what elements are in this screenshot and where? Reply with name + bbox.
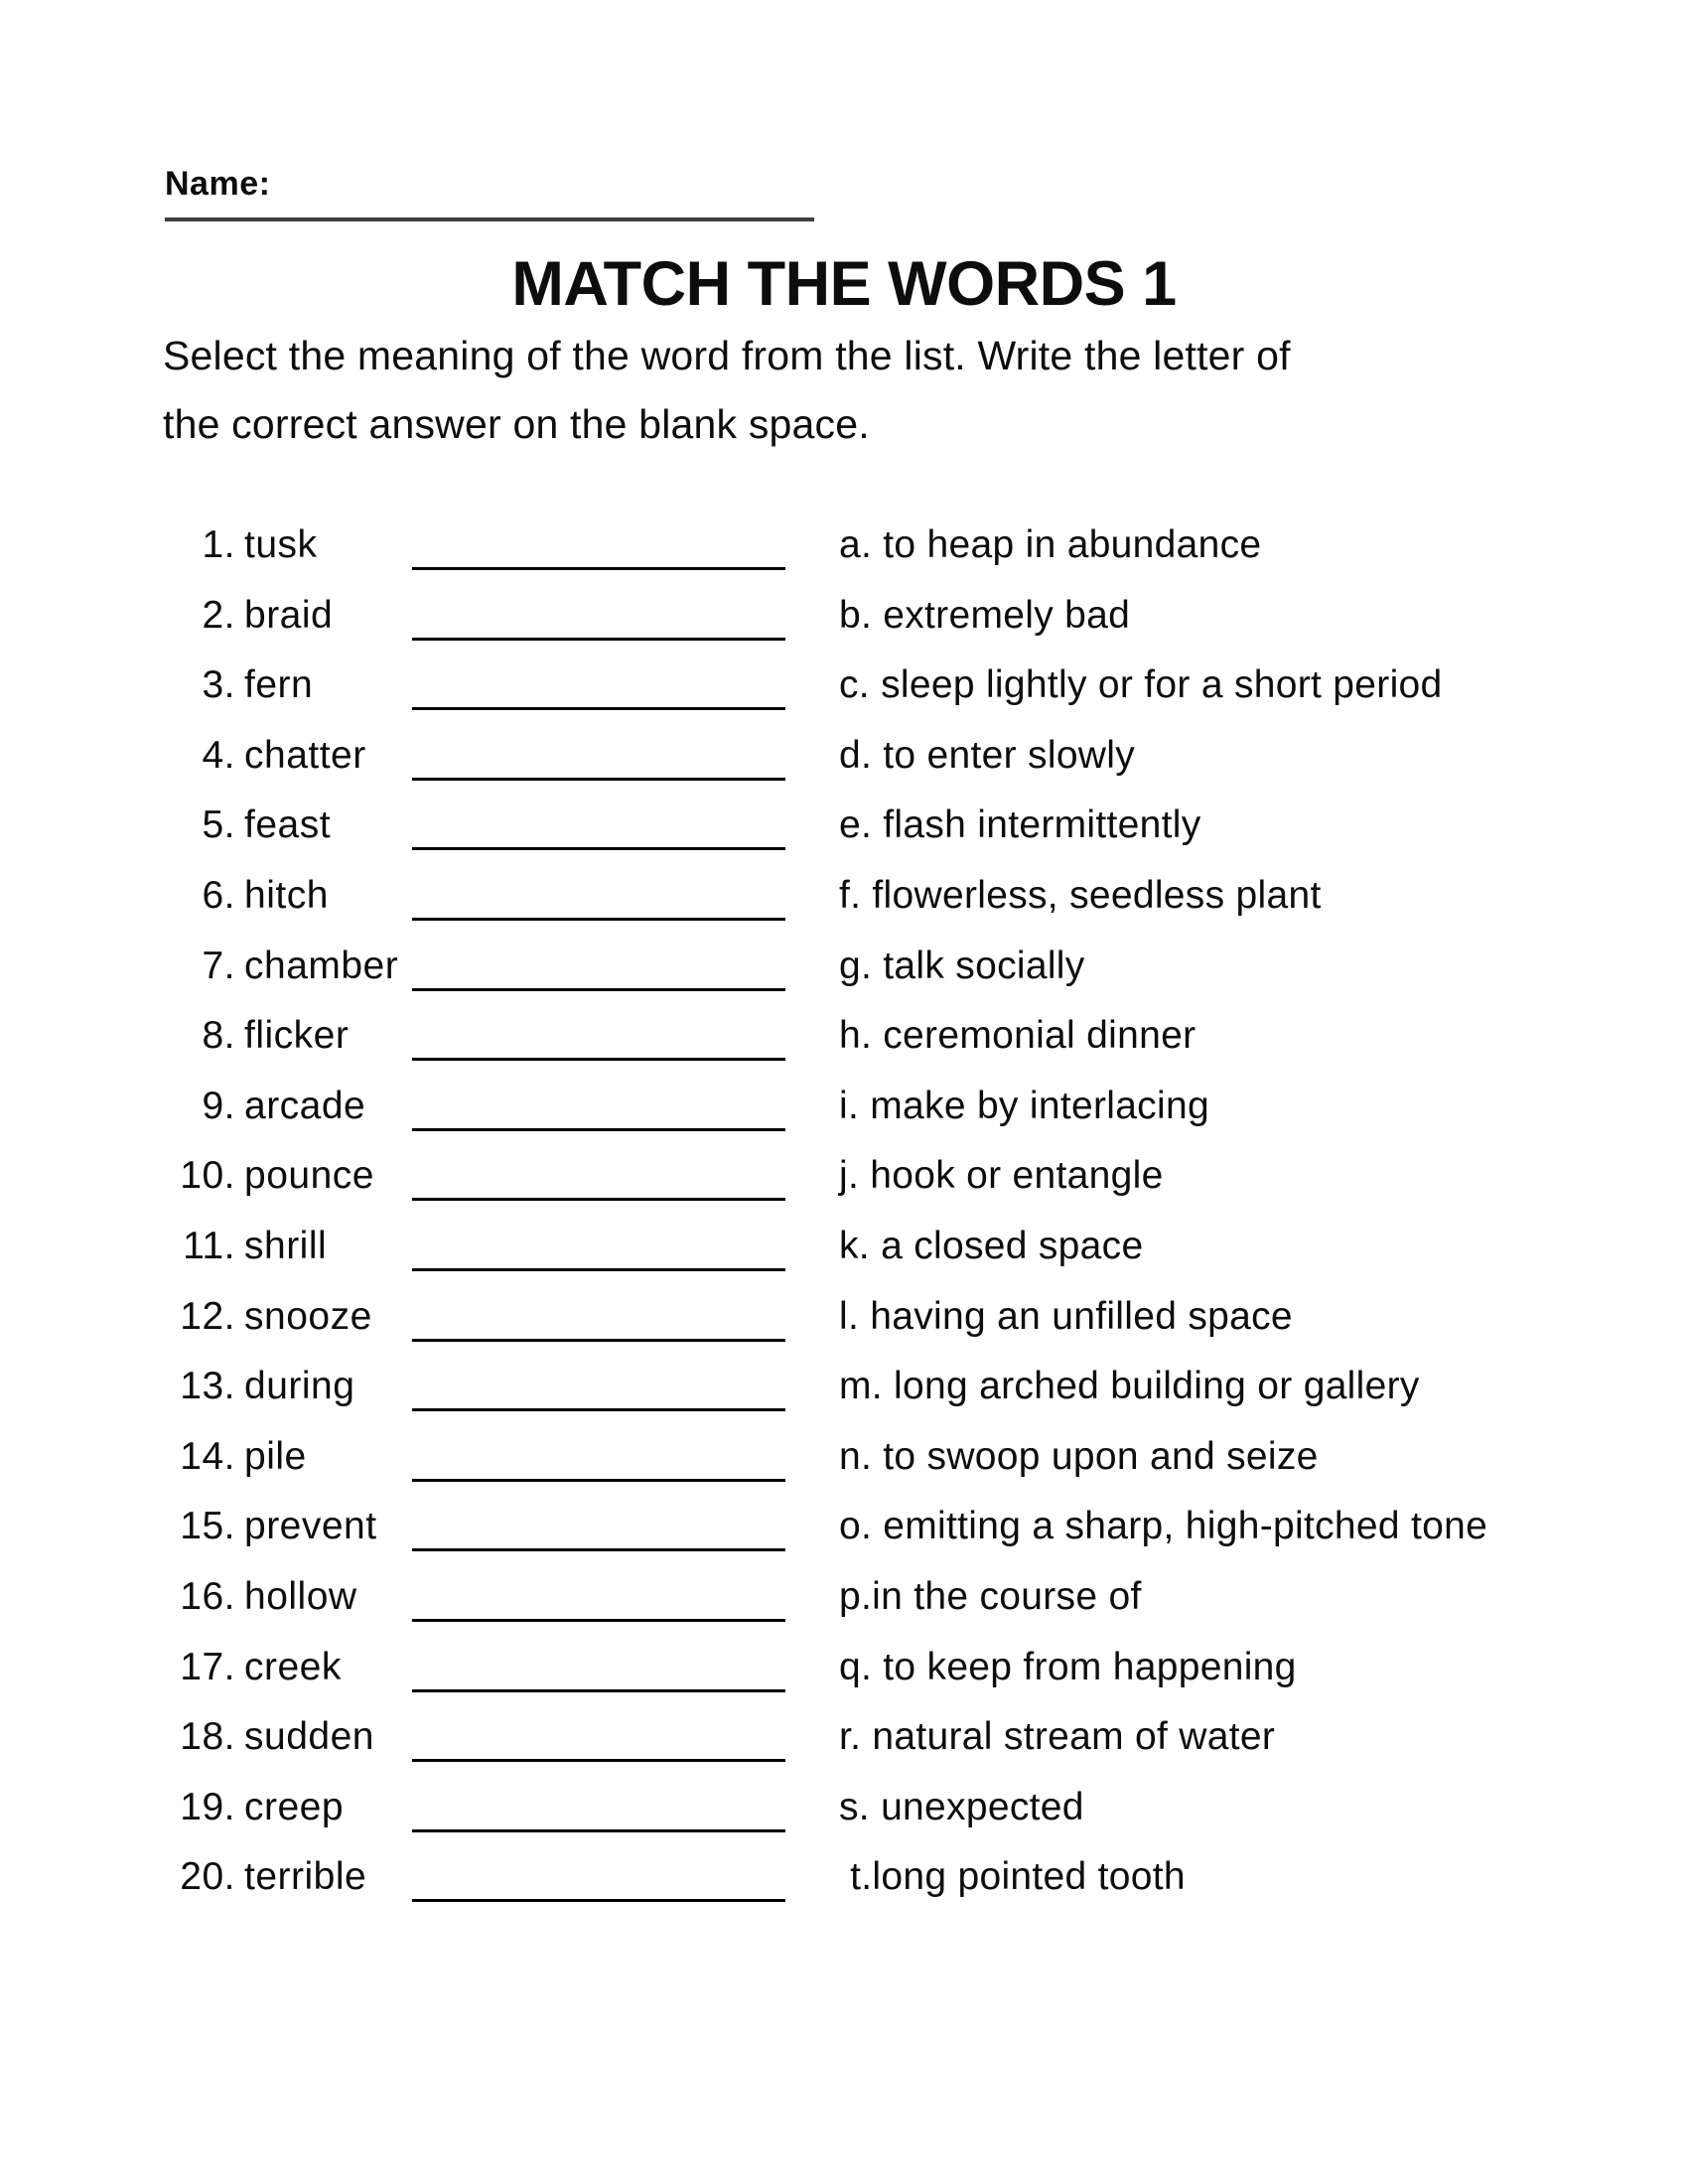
word-number: 7. bbox=[202, 944, 235, 987]
instructions bbox=[163, 322, 1291, 459]
answer-blank[interactable] bbox=[412, 510, 785, 570]
definition-text: t.long pointed tooth bbox=[839, 1855, 1186, 1899]
word-row bbox=[0, 1773, 1688, 1843]
definition-text: p.in the course of bbox=[839, 1574, 1142, 1618]
answer-blank[interactable] bbox=[412, 1633, 785, 1692]
name-write-line[interactable] bbox=[165, 218, 814, 221]
word-text: chatter bbox=[244, 733, 366, 777]
word-row bbox=[0, 1282, 1688, 1353]
word-row bbox=[0, 861, 1688, 932]
word-row bbox=[0, 1212, 1688, 1282]
answer-blank[interactable] bbox=[412, 1702, 785, 1762]
answer-blank[interactable] bbox=[412, 1072, 785, 1131]
answer-blank[interactable] bbox=[412, 1001, 785, 1061]
word-row bbox=[0, 1562, 1688, 1633]
word-row bbox=[0, 791, 1688, 861]
definition-text: i. make by interlacing bbox=[839, 1084, 1209, 1127]
word-text: hitch bbox=[244, 873, 329, 917]
definition-text: o. emitting a sharp, high-pitched tone bbox=[839, 1505, 1488, 1548]
answer-blank[interactable] bbox=[412, 1562, 785, 1622]
answer-blank[interactable] bbox=[412, 791, 785, 850]
answer-blank[interactable] bbox=[412, 1282, 785, 1342]
word-row bbox=[0, 721, 1688, 792]
word-number: 18. bbox=[180, 1715, 235, 1759]
word-row bbox=[0, 651, 1688, 721]
word-text: feast bbox=[244, 803, 332, 847]
word-number: 20. bbox=[180, 1855, 235, 1899]
answer-blank[interactable] bbox=[412, 932, 785, 991]
definition-text: q. to keep from happening bbox=[839, 1645, 1297, 1688]
word-text: creek bbox=[244, 1645, 342, 1688]
worksheet-title: MATCH THE WORDS 1 bbox=[511, 249, 1177, 319]
word-text: arcade bbox=[244, 1084, 366, 1127]
word-row bbox=[0, 1633, 1688, 1703]
definition-text: e. flash intermittently bbox=[839, 803, 1201, 847]
definition-text: l. having an unfilled space bbox=[839, 1294, 1293, 1338]
word-row bbox=[0, 581, 1688, 652]
word-row bbox=[0, 510, 1688, 581]
word-number: 5. bbox=[202, 803, 235, 847]
word-number: 6. bbox=[202, 873, 235, 917]
word-text: shrill bbox=[244, 1224, 328, 1267]
answer-blank[interactable] bbox=[412, 1492, 785, 1551]
answer-blank[interactable] bbox=[412, 1422, 785, 1482]
word-number: 14. bbox=[180, 1434, 235, 1478]
word-text: prevent bbox=[244, 1505, 377, 1548]
answer-blank[interactable] bbox=[412, 651, 785, 710]
word-text: snooze bbox=[244, 1294, 372, 1338]
definition-text: j. hook or entangle bbox=[839, 1154, 1164, 1198]
word-row bbox=[0, 1001, 1688, 1072]
word-number: 17. bbox=[180, 1645, 235, 1688]
definition-text: s. unexpected bbox=[839, 1785, 1084, 1828]
word-text: creep bbox=[244, 1785, 345, 1828]
name-label: Name: bbox=[165, 165, 271, 203]
definition-text: f. flowerless, seedless plant bbox=[839, 873, 1322, 917]
word-text: fern bbox=[244, 663, 314, 707]
definition-text: c. sleep lightly or for a short period bbox=[839, 663, 1443, 707]
word-number: 2. bbox=[202, 593, 235, 637]
word-row bbox=[0, 1492, 1688, 1562]
word-number: 13. bbox=[180, 1365, 235, 1408]
word-row bbox=[0, 1422, 1688, 1493]
definition-text: b. extremely bad bbox=[839, 593, 1131, 637]
answer-blank[interactable] bbox=[412, 1842, 785, 1902]
definition-text: d. to enter slowly bbox=[839, 733, 1136, 777]
definition-text: k. a closed space bbox=[839, 1224, 1144, 1267]
definition-text: h. ceremonial dinner bbox=[839, 1014, 1196, 1058]
word-number: 10. bbox=[180, 1154, 235, 1198]
match-list bbox=[0, 510, 1688, 1913]
word-row bbox=[0, 1072, 1688, 1142]
word-text: during bbox=[244, 1365, 355, 1408]
definition-text: g. talk socially bbox=[839, 944, 1085, 987]
word-number: 1. bbox=[202, 523, 235, 566]
word-row bbox=[0, 1842, 1688, 1913]
word-number: 3. bbox=[202, 663, 235, 707]
definition-text: r. natural stream of water bbox=[839, 1715, 1276, 1759]
answer-blank[interactable] bbox=[412, 861, 785, 921]
word-text: flicker bbox=[244, 1014, 350, 1058]
word-text: sudden bbox=[244, 1715, 374, 1759]
answer-blank[interactable] bbox=[412, 1212, 785, 1271]
instructions-line-2: the correct answer on the blank space. bbox=[163, 401, 870, 447]
definition-text: n. to swoop upon and seize bbox=[839, 1434, 1319, 1478]
word-text: pounce bbox=[244, 1154, 374, 1198]
word-number: 12. bbox=[180, 1294, 235, 1338]
definition-text: m. long arched building or gallery bbox=[839, 1365, 1420, 1408]
word-number: 19. bbox=[180, 1785, 235, 1828]
word-number: 4. bbox=[202, 733, 235, 777]
definition-text: a. to heap in abundance bbox=[839, 523, 1262, 566]
word-row bbox=[0, 932, 1688, 1002]
word-number: 15. bbox=[180, 1505, 235, 1548]
word-number: 8. bbox=[202, 1014, 235, 1058]
word-row bbox=[0, 1352, 1688, 1422]
word-row bbox=[0, 1702, 1688, 1773]
word-text: tusk bbox=[244, 523, 318, 566]
word-text: hollow bbox=[244, 1574, 357, 1618]
word-text: terrible bbox=[244, 1855, 367, 1899]
instructions-line-1: Select the meaning of the word from the list. Write the letter of bbox=[163, 333, 1291, 378]
answer-blank[interactable] bbox=[412, 1773, 785, 1832]
word-text: pile bbox=[244, 1434, 307, 1478]
answer-blank[interactable] bbox=[412, 581, 785, 641]
word-row bbox=[0, 1141, 1688, 1212]
answer-blank[interactable] bbox=[412, 721, 785, 781]
word-text: braid bbox=[244, 593, 334, 637]
answer-blank[interactable] bbox=[412, 1141, 785, 1201]
word-text: chamber bbox=[244, 944, 399, 987]
word-number: 9. bbox=[202, 1084, 235, 1127]
word-number: 16. bbox=[180, 1574, 235, 1618]
word-number: 11. bbox=[183, 1224, 235, 1267]
answer-blank[interactable] bbox=[412, 1352, 785, 1411]
